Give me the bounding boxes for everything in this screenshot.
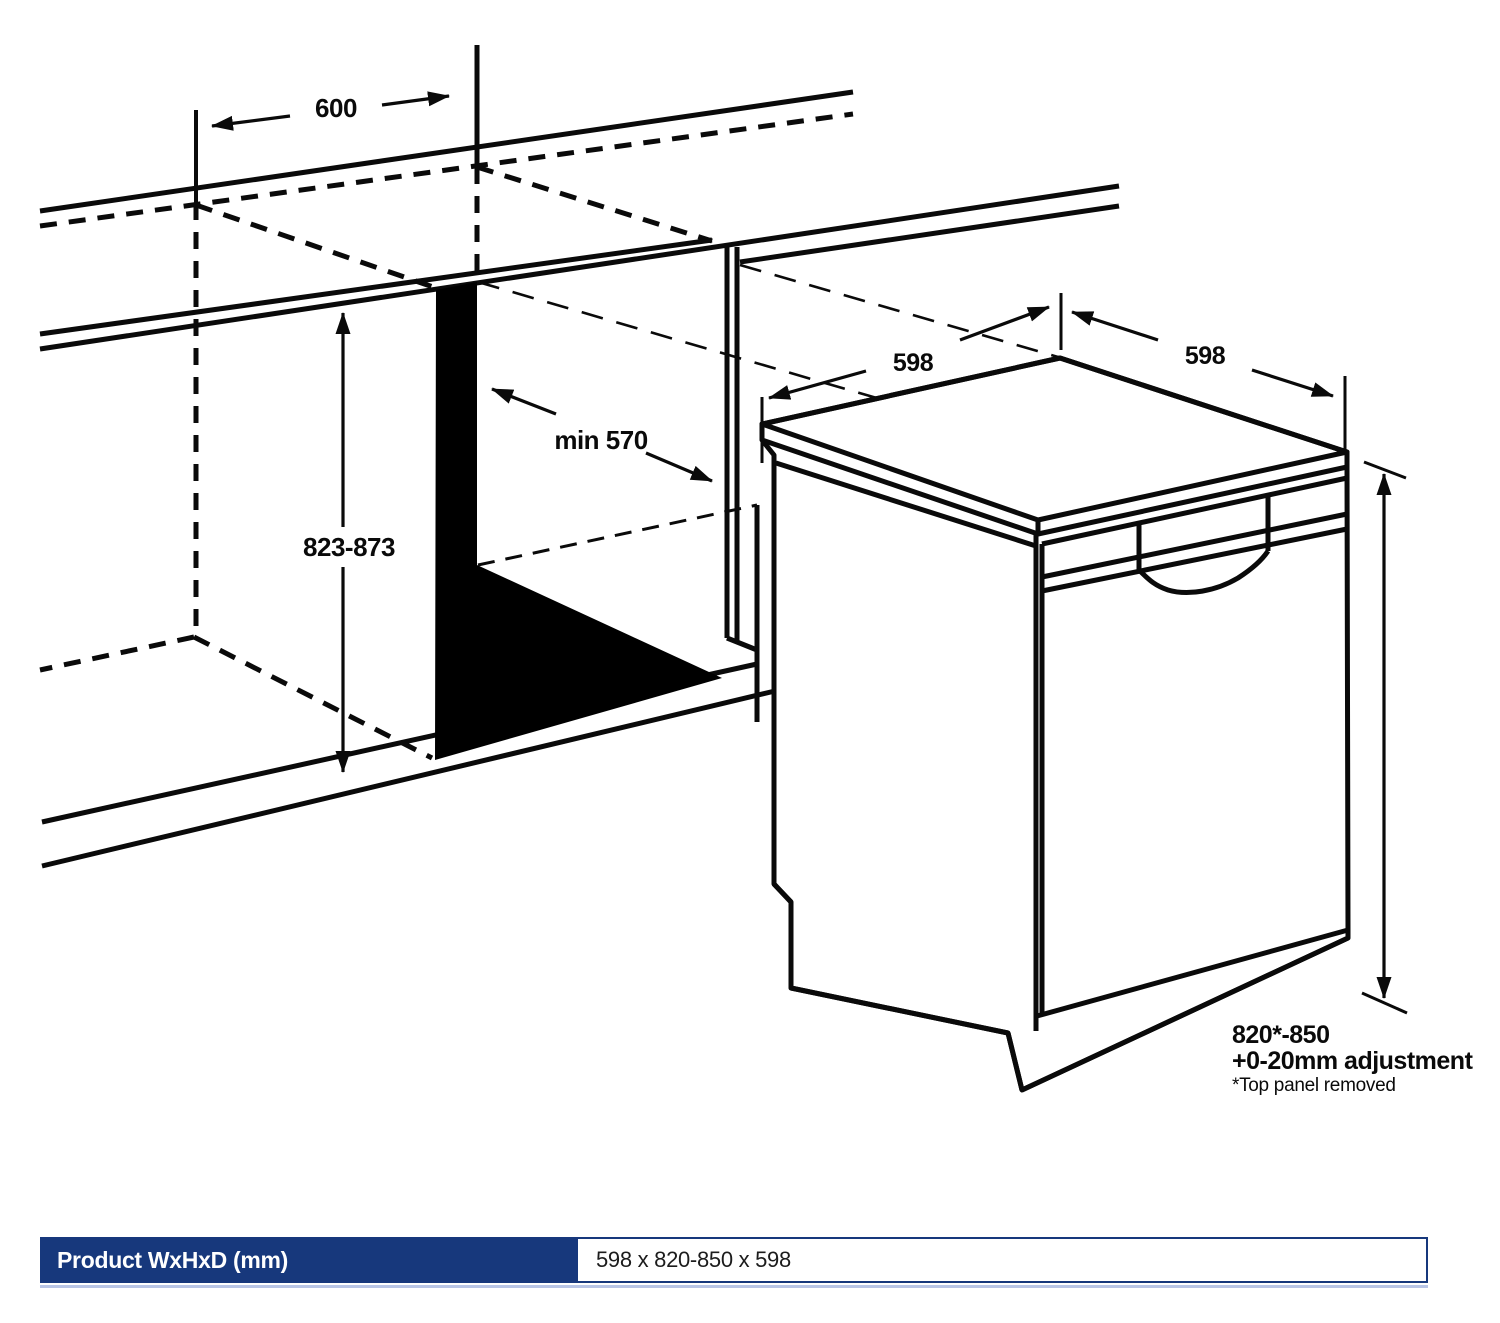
hidden-counter-depth-edge-left [196, 205, 436, 288]
counter-front-top-edge [40, 240, 712, 334]
cutout-height-label: 823-873 [303, 532, 395, 562]
product-height-footnote: *Top panel removed [1232, 1075, 1396, 1096]
counter-back-edge [40, 92, 853, 211]
product-width-label: 598 [892, 349, 934, 377]
niche-right-panel-bottom [727, 638, 757, 650]
spec-table [40, 1237, 1428, 1288]
projection-line-top [740, 265, 1058, 357]
table-row [40, 1237, 1428, 1283]
table-underline [40, 1285, 1428, 1288]
floor-front-bottom-edge [42, 691, 775, 866]
dishwasher-drawing [762, 358, 1348, 1090]
cutout-width-label: 600 [315, 93, 357, 123]
hidden-counter-depth-edge-right [477, 167, 712, 241]
dimension-cutout-depth [492, 389, 712, 481]
projection-line-front [478, 282, 880, 399]
hidden-floor-back-left [40, 637, 194, 670]
counter-back-hidden-edge [40, 114, 853, 226]
spec-value-cell: 598 x 820-850 x 598 [578, 1237, 1428, 1283]
hidden-floor-back-right [194, 637, 432, 758]
product-height-adjustment-label: +0-20mm adjustment [1232, 1047, 1473, 1075]
projection-line-bottom [478, 505, 757, 565]
product-height-label: 820*-850 [1232, 1021, 1330, 1049]
cutout-depth-label: min 570 [554, 425, 648, 455]
dimension-cutout-width [212, 93, 449, 126]
spec-label-cell: Product WxHxD (mm) [40, 1237, 578, 1283]
product-depth-label: 598 [1184, 342, 1226, 370]
counter-front-bottom-edge [40, 186, 1119, 349]
dimension-cutout-height [303, 313, 395, 772]
